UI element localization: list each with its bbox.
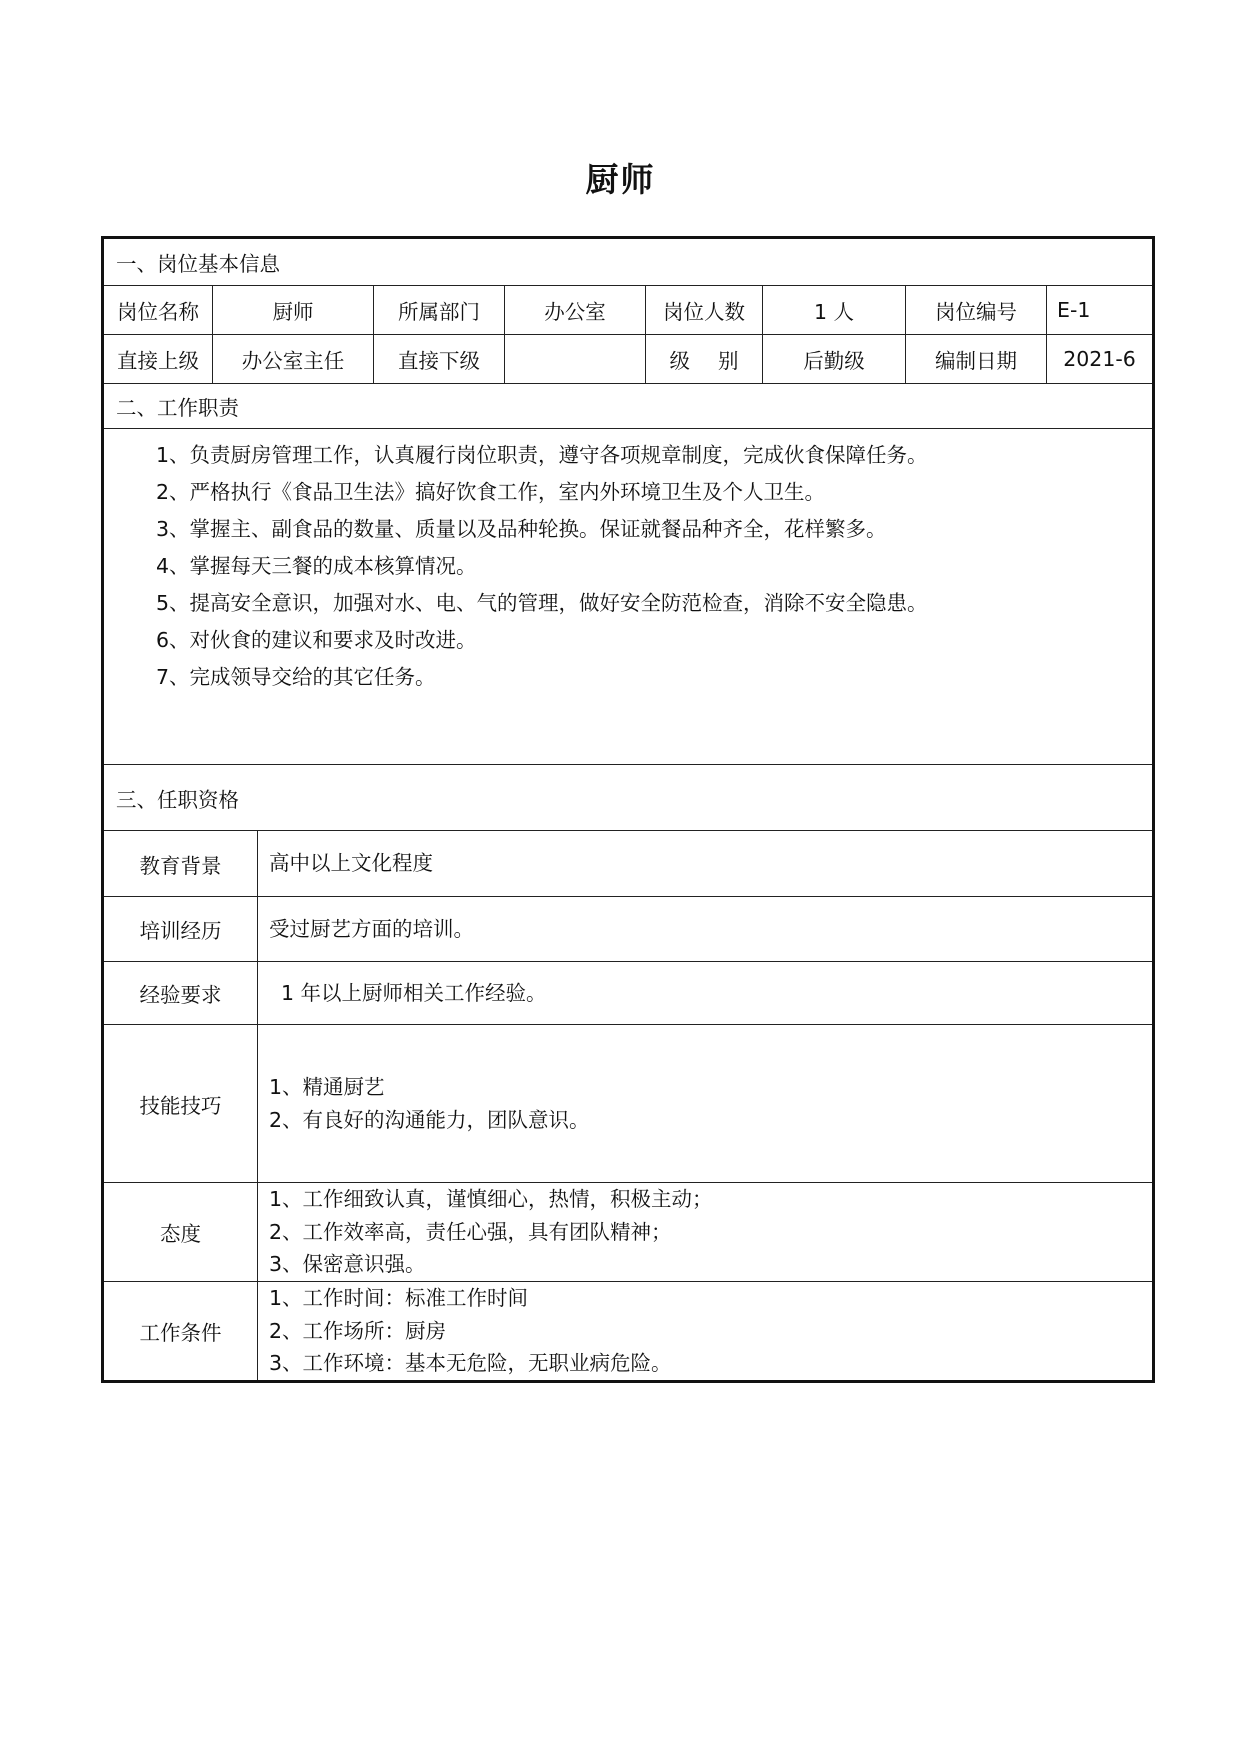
department-label: 所属部门: [374, 286, 505, 335]
job-name-label: 岗位名称: [103, 286, 213, 335]
duty-item: 2、严格执行《食品卫生法》搞好饮食工作，室内外环境卫生及个人卫生。: [156, 480, 826, 504]
education-content: [258, 831, 1154, 897]
section3-header-row: [103, 765, 1154, 831]
subordinate-value: [505, 335, 646, 384]
subordinate-label: 直接下级: [374, 335, 505, 384]
conditions-row: [103, 1282, 1154, 1382]
skills-label: 技能技巧: [103, 1025, 258, 1183]
grade-label-b: 别: [718, 349, 739, 373]
grade-label-a: 级: [669, 349, 690, 373]
duty-item: 3、掌握主、副食品的数量、质量以及品种轮换。保证就餐品种齐全，花样繁多。: [156, 517, 887, 541]
conditions-line: 3、工作环境：基本无危险，无职业病危险。: [269, 1351, 672, 1375]
headcount-label: 岗位人数: [646, 286, 763, 335]
experience-row: [103, 962, 1154, 1025]
duty-item: 6、对伙食的建议和要求及时改进。: [156, 628, 477, 652]
grade-label: [646, 335, 763, 384]
date-label: 编制日期: [906, 335, 1047, 384]
duty-item: 4、掌握每天三餐的成本核算情况。: [156, 554, 477, 578]
experience-label: 经验要求: [103, 962, 258, 1025]
superior-value: 办公室主任: [213, 335, 374, 384]
attitude-content: [258, 1183, 1154, 1282]
job-name-value: 厨师: [213, 286, 374, 335]
training-row: [103, 897, 1154, 962]
education-label: 教育背景: [103, 831, 258, 897]
skills-line: 2、有良好的沟通能力，团队意识。: [269, 1107, 590, 1132]
attitude-label: 态度: [103, 1183, 258, 1282]
education-line: 高中以上文化程度: [269, 851, 433, 876]
job-code-label: 岗位编号: [906, 286, 1047, 335]
duty-item: 5、提高安全意识，加强对水、电、气的管理，做好安全防范检查，消除不安全隐患。: [156, 591, 928, 615]
job-description-table: [101, 236, 1155, 1383]
headcount-value: 1 人: [763, 286, 906, 335]
duties-row: [103, 429, 1154, 765]
skills-content: [258, 1025, 1154, 1183]
section3-heading: 三、任职资格: [103, 765, 1154, 831]
department-value: 办公室: [505, 286, 646, 335]
attitude-row: [103, 1183, 1154, 1282]
skills-row: [103, 1025, 1154, 1183]
conditions-label: 工作条件: [103, 1282, 258, 1382]
conditions-line: 1、工作时间：标准工作时间: [269, 1286, 529, 1310]
section1-header-row: [103, 238, 1154, 286]
duty-item: 1、负责厨房管理工作，认真履行岗位职责，遵守各项规章制度，完成伙食保障任务。: [156, 443, 928, 467]
basic-info-row-1: [103, 286, 1154, 335]
training-label: 培训经历: [103, 897, 258, 962]
job-code-value: E-1: [1047, 286, 1154, 335]
attitude-line: 3、保密意识强。: [269, 1252, 426, 1277]
section2-heading: 二、工作职责: [103, 384, 1154, 429]
experience-line: 1 年以上厨师相关工作经验。: [281, 980, 547, 1005]
experience-content: [258, 962, 1154, 1025]
basic-info-row-2: [103, 335, 1154, 384]
duty-item: 7、完成领导交给的其它任务。: [156, 665, 436, 689]
page-title: 厨师: [585, 160, 656, 199]
education-row: [103, 831, 1154, 897]
conditions-line: 2、工作场所：厨房: [269, 1318, 447, 1343]
duties-list: [103, 429, 1154, 765]
attitude-line: 1、工作细致认真，谨慎细心，热情，积极主动；: [269, 1187, 713, 1212]
section1-heading: 一、岗位基本信息: [103, 238, 1154, 286]
conditions-content: [258, 1282, 1154, 1382]
grade-value: 后勤级: [763, 335, 906, 384]
superior-label: 直接上级: [103, 335, 213, 384]
skills-line: 1、精通厨艺: [269, 1075, 385, 1099]
date-value: 2021-6: [1047, 335, 1154, 384]
training-content: [258, 897, 1154, 962]
attitude-line: 2、工作效率高，责任心强，具有团队精神；: [269, 1219, 672, 1244]
training-line: 受过厨艺方面的培训。: [269, 916, 474, 941]
section2-header-row: [103, 384, 1154, 429]
